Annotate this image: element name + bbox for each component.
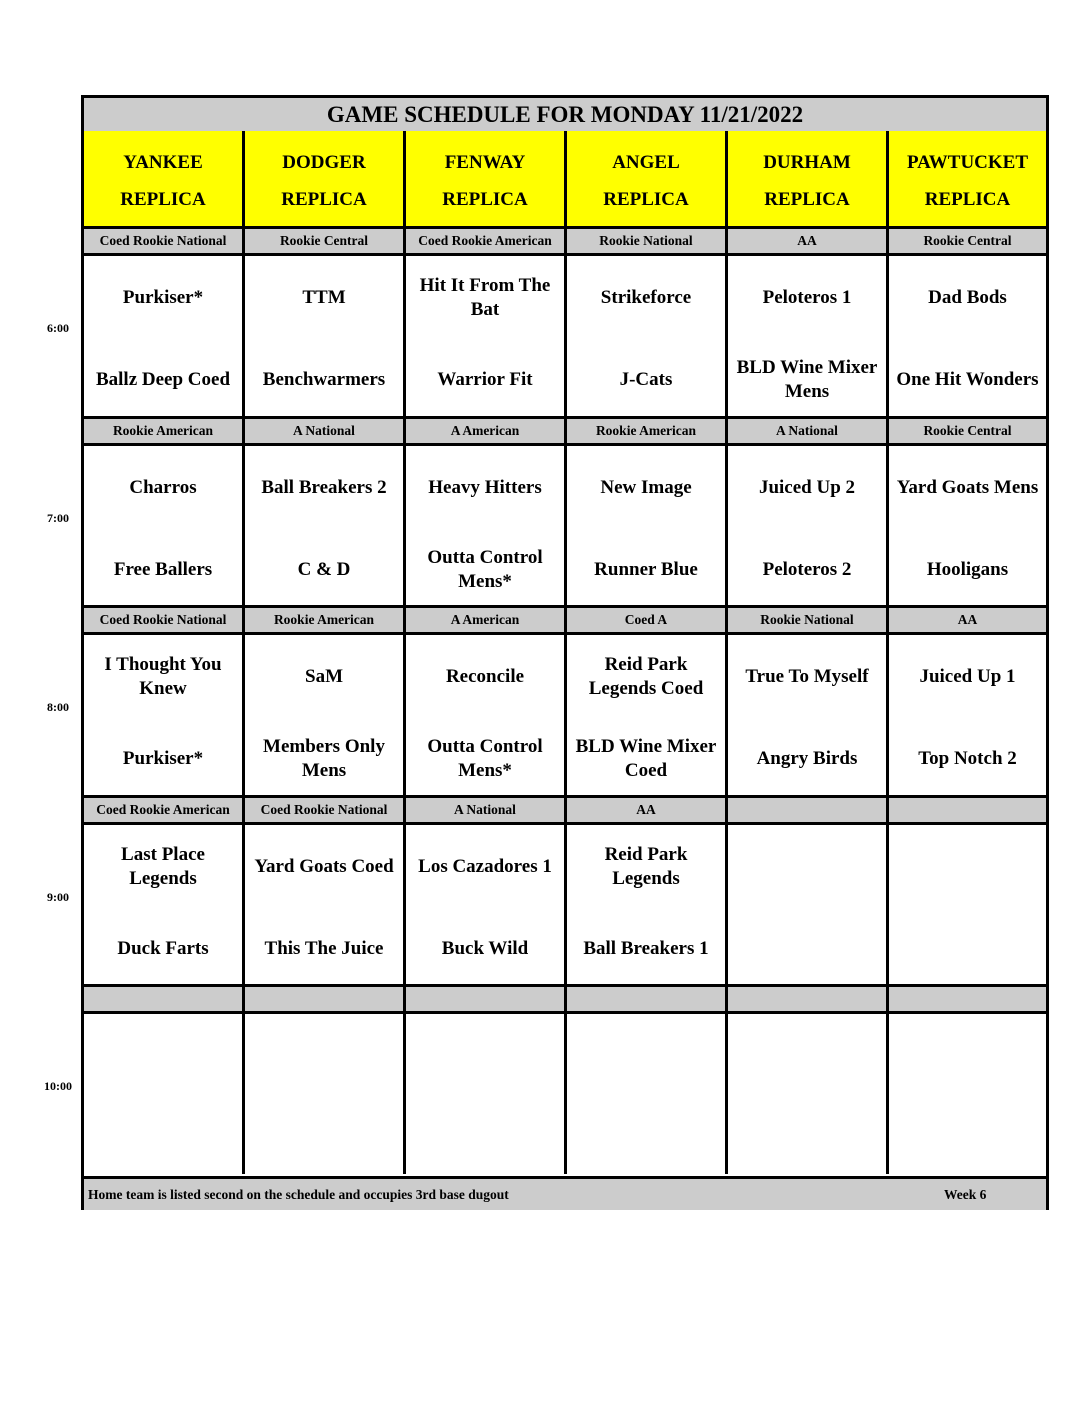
away-team: Juiced Up 2 (758, 477, 856, 498)
home-team (889, 1108, 1046, 1168)
page-title: GAME SCHEDULE FOR MONDAY 11/21/2022 (84, 98, 1046, 134)
field-name: ANGEL (612, 152, 680, 173)
time-label: 9:00 (47, 890, 69, 904)
game-row (84, 1014, 1046, 1174)
away-team: Hit It From The Bat (419, 275, 551, 320)
game-cell (84, 1014, 245, 1174)
division-label: Rookie National (567, 229, 728, 253)
game-cell (406, 446, 567, 606)
division-label: A American (406, 608, 567, 632)
away-team: TTM (302, 287, 346, 308)
away-team: Reid Park Legends Coed (588, 654, 704, 699)
division-label: AA (567, 798, 728, 822)
schedule-sheet (81, 95, 1049, 1210)
field-name: YANKEE (123, 152, 203, 173)
home-team: BLD Wine Mixer Coed (575, 736, 717, 781)
field-subtitle: REPLICA (442, 189, 528, 210)
away-team: Heavy Hitters (428, 477, 542, 498)
game-cell (84, 635, 245, 795)
home-team: Buck Wild (441, 938, 529, 959)
home-team: One Hit Wonders (896, 369, 1039, 390)
home-team: This The Juice (264, 938, 384, 959)
game-cell (567, 635, 728, 795)
away-team: Los Cazadores 1 (418, 856, 552, 877)
home-team-note: Home team is listed second on the schedule and occupies 3rd base dugout (88, 1187, 509, 1202)
field-header-angel (567, 131, 728, 226)
week-label: Week 6 (944, 1187, 987, 1202)
division-label: Coed A (567, 608, 728, 632)
away-team (728, 837, 886, 897)
division-row (84, 795, 1046, 825)
division-label: Coed Rookie National (84, 229, 245, 253)
away-team: Ball Breakers 2 (261, 477, 387, 498)
game-cell (728, 256, 889, 416)
division-label (728, 798, 889, 822)
division-label: AA (728, 229, 889, 253)
home-team: Top Notch 2 (918, 748, 1017, 769)
home-team: C & D (297, 559, 351, 580)
game-cell (245, 1014, 406, 1174)
time-label: 10:00 (44, 1079, 72, 1093)
home-team (245, 1108, 403, 1168)
division-label: Rookie National (728, 608, 889, 632)
home-team (567, 1108, 725, 1168)
field-name: FENWAY (444, 152, 526, 173)
away-team (406, 1026, 564, 1086)
field-subtitle: REPLICA (120, 189, 206, 210)
away-team (245, 1026, 403, 1086)
field-header-yankee (84, 131, 245, 226)
division-label: Coed Rookie National (84, 608, 245, 632)
game-cell (245, 825, 406, 985)
footer (84, 1176, 1046, 1210)
away-team: SaM (305, 666, 343, 687)
game-cell (84, 256, 245, 416)
home-team (728, 1108, 886, 1168)
division-label (245, 987, 406, 1011)
away-team (728, 1026, 886, 1086)
division-row (84, 416, 1046, 446)
game-cell (889, 825, 1046, 985)
home-team (406, 1108, 564, 1168)
field-subtitle: REPLICA (764, 189, 850, 210)
game-cell (728, 446, 889, 606)
field-header-fenway (406, 131, 567, 226)
division-label: AA (889, 608, 1046, 632)
game-cell (406, 256, 567, 416)
game-cell (567, 256, 728, 416)
game-cell (889, 635, 1046, 795)
away-team: I Thought You Knew (104, 654, 222, 699)
division-label: Coed Rookie American (406, 229, 567, 253)
away-team: Charros (129, 477, 197, 498)
game-cell (567, 825, 728, 985)
home-team: Outta Control Mens* (427, 547, 543, 592)
away-team: Reid Park Legends (604, 844, 688, 889)
away-team: Peloteros 1 (762, 287, 852, 308)
away-team: Reconcile (445, 666, 525, 687)
division-label (889, 798, 1046, 822)
division-label (406, 987, 567, 1011)
game-cell (84, 825, 245, 985)
game-cell (406, 825, 567, 985)
game-cell (728, 825, 889, 985)
division-label (889, 987, 1046, 1011)
away-team: Last Place Legends (121, 844, 205, 889)
game-cell (84, 446, 245, 606)
division-label: A National (728, 419, 889, 443)
division-label: A American (406, 419, 567, 443)
game-cell (728, 635, 889, 795)
home-team: Outta Control Mens* (427, 736, 543, 781)
away-team: New Image (600, 477, 692, 498)
home-team: Warrior Fit (437, 369, 533, 390)
time-label: 8:00 (47, 700, 69, 714)
division-label (567, 987, 728, 1011)
home-team: BLD Wine Mixer Mens (736, 357, 878, 402)
field-header-row (84, 131, 1046, 226)
home-team: Benchwarmers (262, 369, 386, 390)
field-subtitle: REPLICA (924, 189, 1011, 210)
field-name: PAWTUCKET (906, 152, 1029, 173)
division-label: Rookie American (245, 608, 406, 632)
game-row (84, 635, 1046, 795)
field-subtitle: REPLICA (603, 189, 689, 210)
home-team: Purkiser* (122, 748, 204, 769)
division-label: Rookie American (567, 419, 728, 443)
home-team: Hooligans (926, 559, 1009, 580)
game-cell (406, 1014, 567, 1174)
field-subtitle: REPLICA (281, 189, 367, 210)
home-team: Runner Blue (594, 559, 698, 580)
game-row (84, 446, 1046, 606)
away-team (84, 1026, 242, 1086)
division-label: Coed Rookie National (245, 798, 406, 822)
game-cell (889, 446, 1046, 606)
division-label: Rookie American (84, 419, 245, 443)
division-label: A National (406, 798, 567, 822)
division-row (84, 605, 1046, 635)
away-team: Juiced Up 1 (919, 666, 1016, 687)
away-team: Dad Bods (928, 287, 1007, 308)
away-team: Strikeforce (600, 287, 692, 308)
home-team: Duck Farts (117, 938, 209, 959)
away-team (889, 1026, 1046, 1086)
game-cell (245, 446, 406, 606)
away-team (567, 1026, 725, 1086)
division-label: Coed Rookie American (84, 798, 245, 822)
division-label: Rookie Central (889, 419, 1046, 443)
game-cell (567, 446, 728, 606)
game-cell (406, 635, 567, 795)
time-label: 6:00 (47, 321, 69, 335)
division-row (84, 226, 1046, 256)
division-label: Rookie Central (245, 229, 406, 253)
field-header-dodger (245, 131, 406, 226)
field-header-durham (728, 131, 889, 226)
game-cell (728, 1014, 889, 1174)
home-team (889, 919, 1046, 979)
home-team: Peloteros 2 (762, 559, 852, 580)
away-team (889, 837, 1046, 897)
home-team: Members Only Mens (263, 736, 385, 781)
away-team: Purkiser* (122, 287, 204, 308)
home-team: J-Cats (619, 369, 673, 390)
division-label (728, 987, 889, 1011)
game-cell (567, 1014, 728, 1174)
field-name: DODGER (282, 152, 366, 173)
away-team: Yard Goats Mens (896, 477, 1039, 498)
away-team: Yard Goats Coed (254, 856, 394, 877)
home-team (84, 1108, 242, 1168)
time-label: 7:00 (47, 511, 69, 525)
game-row (84, 256, 1046, 416)
game-cell (245, 635, 406, 795)
game-row (84, 825, 1046, 985)
game-cell (889, 256, 1046, 416)
division-label (84, 987, 245, 1011)
division-label: A National (245, 419, 406, 443)
away-team: True To Myself (745, 666, 869, 687)
game-cell (245, 256, 406, 416)
game-cell (889, 1014, 1046, 1174)
home-team: Angry Birds (756, 748, 858, 769)
field-header-pawtucket (889, 131, 1046, 226)
field-name: DURHAM (763, 152, 851, 173)
home-team: Free Ballers (113, 559, 213, 580)
home-team: Ball Breakers 1 (583, 938, 709, 959)
division-row (84, 984, 1046, 1014)
home-team: Ballz Deep Coed (95, 369, 231, 390)
home-team (728, 919, 886, 979)
division-label: Rookie Central (889, 229, 1046, 253)
